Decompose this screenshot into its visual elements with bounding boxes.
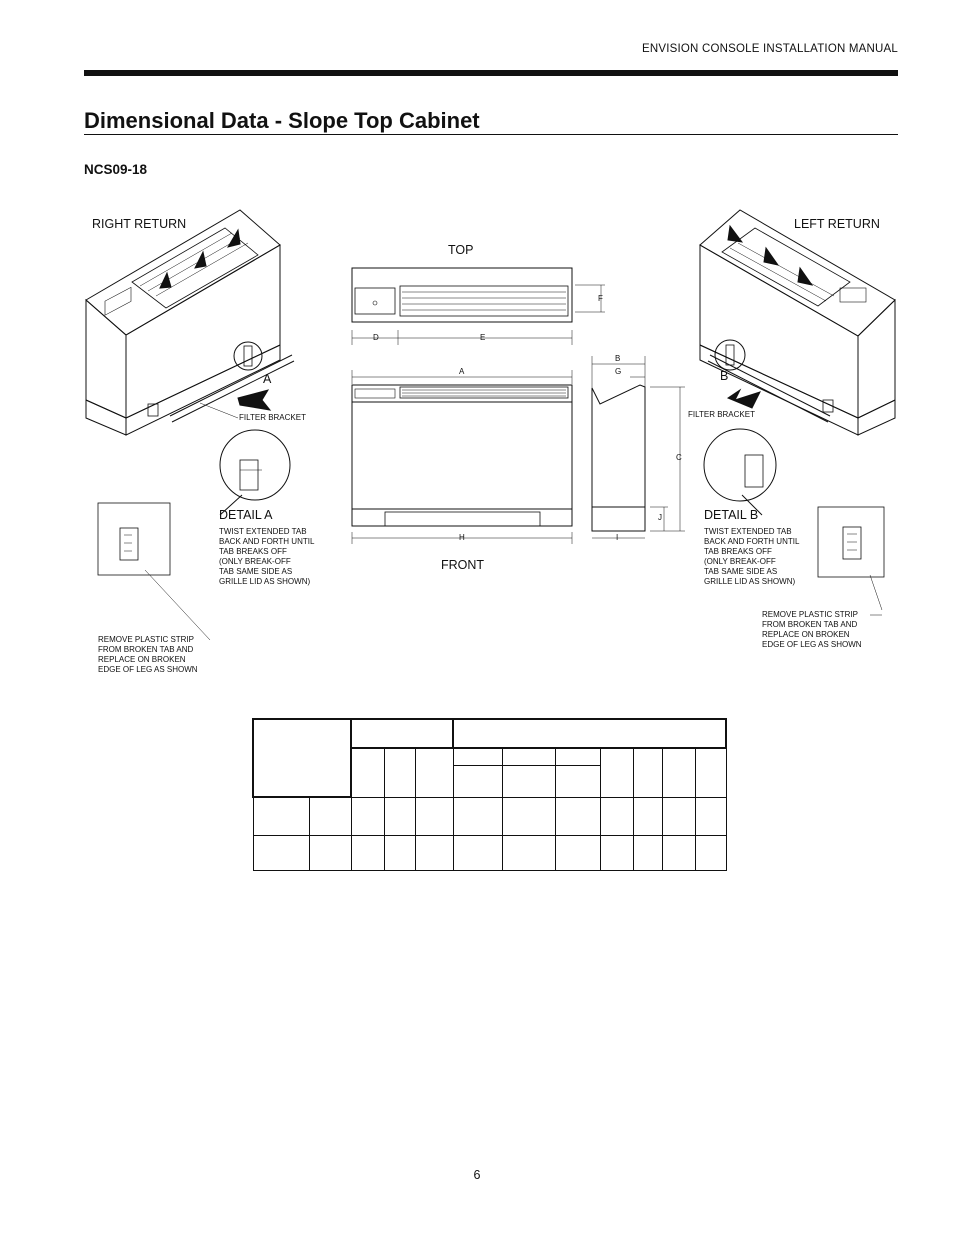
table-cell xyxy=(453,797,502,835)
right-return-label: RIGHT RETURN xyxy=(92,217,187,231)
front-view-label: FRONT xyxy=(441,558,485,572)
table-cell xyxy=(600,797,633,835)
table-cell xyxy=(555,797,600,835)
dim-b: B xyxy=(615,354,621,363)
leg-detail-left-box xyxy=(98,503,170,575)
right-return-unit xyxy=(86,210,294,435)
table-cell xyxy=(351,719,453,748)
detail-b-label: DETAIL B xyxy=(704,508,759,522)
page-title: Dimensional Data - Slope Top Cabinet xyxy=(84,108,480,133)
table-cell xyxy=(351,748,385,797)
dim-j: J xyxy=(658,513,662,522)
twist-note-a: TWIST EXTENDED TAB BACK AND FORTH UNTIL TAB BREAKS OFF (ONLY BREAK-OFF TAB SAME SIDE AS GRILLE LID AS SHOWN) xyxy=(219,527,315,586)
dim-e: E xyxy=(480,333,486,342)
twist-note-b: TWIST EXTENDED TAB BACK AND FORTH UNTIL TAB BREAKS OFF (ONLY BREAK-OFF TAB SAME SIDE AS GRILLE LID AS SHOWN) xyxy=(704,527,800,586)
dim-f: F xyxy=(598,294,603,303)
table-cell xyxy=(416,748,453,797)
table-cell xyxy=(555,835,600,870)
table-cell xyxy=(309,835,351,870)
remove-strip-note-right: REMOVE PLASTIC STRIP FROM BROKEN TAB AND REPLACE ON BROKEN EDGE OF LEG AS SHOWN xyxy=(762,610,862,649)
detail-b-circle xyxy=(704,429,776,501)
table-cell xyxy=(502,748,555,765)
table-cell xyxy=(555,765,600,797)
table-cell xyxy=(695,797,726,835)
callout-a: A xyxy=(263,372,272,386)
table-cell xyxy=(453,719,726,748)
table-cell xyxy=(351,797,385,835)
dim-a: A xyxy=(459,367,465,376)
dim-c: C xyxy=(676,453,682,462)
dim-h: H xyxy=(459,533,465,542)
table-cell xyxy=(600,835,633,870)
dim-g: G xyxy=(615,367,622,376)
filter-bracket-label-left: FILTER BRACKET xyxy=(239,413,306,422)
table-cell xyxy=(662,748,695,797)
table-cell xyxy=(309,797,351,835)
callout-b: B xyxy=(720,369,729,383)
table-cell xyxy=(385,835,416,870)
left-return-unit xyxy=(700,210,895,435)
front-view xyxy=(352,370,572,544)
table-cell xyxy=(453,835,502,870)
table-cell xyxy=(600,748,633,797)
table-cell xyxy=(502,835,555,870)
top-view xyxy=(352,268,605,345)
table-cell xyxy=(253,797,309,835)
table-cell xyxy=(633,748,662,797)
detail-a-label: DETAIL A xyxy=(219,508,273,522)
table-cell xyxy=(253,835,309,870)
table-cell xyxy=(695,835,726,870)
table-cell xyxy=(502,797,555,835)
top-view-label: TOP xyxy=(448,243,474,257)
filter-bracket-label-right: FILTER BRACKET xyxy=(688,410,755,419)
left-return-label: LEFT RETURN xyxy=(794,217,880,231)
table-cell xyxy=(695,748,726,797)
dim-i: I xyxy=(616,533,619,542)
table-cell xyxy=(253,719,351,797)
table-cell xyxy=(502,765,555,797)
manual-header-title: ENVISION CONSOLE INSTALLATION MANUAL xyxy=(642,43,898,55)
table-cell xyxy=(416,835,453,870)
table-cell xyxy=(662,797,695,835)
table-cell xyxy=(351,835,385,870)
dim-d: D xyxy=(373,333,379,342)
dimensional-data-table xyxy=(252,718,727,871)
detail-a-circle xyxy=(220,430,290,500)
page-number: 6 xyxy=(473,1168,481,1182)
remove-strip-note-left: REMOVE PLASTIC STRIP FROM BROKEN TAB AND REPLACE ON BROKEN EDGE OF LEG AS SHOWN xyxy=(98,635,198,674)
table-cell xyxy=(385,797,416,835)
table-cell xyxy=(416,797,453,835)
table-cell xyxy=(453,748,502,765)
table-cell xyxy=(662,835,695,870)
model-label: NCS09-18 xyxy=(84,162,148,177)
side-view xyxy=(592,356,685,538)
table-cell xyxy=(555,748,600,765)
table-cell xyxy=(453,765,502,797)
table-cell xyxy=(633,835,662,870)
table-cell xyxy=(385,748,416,797)
table-cell xyxy=(633,797,662,835)
